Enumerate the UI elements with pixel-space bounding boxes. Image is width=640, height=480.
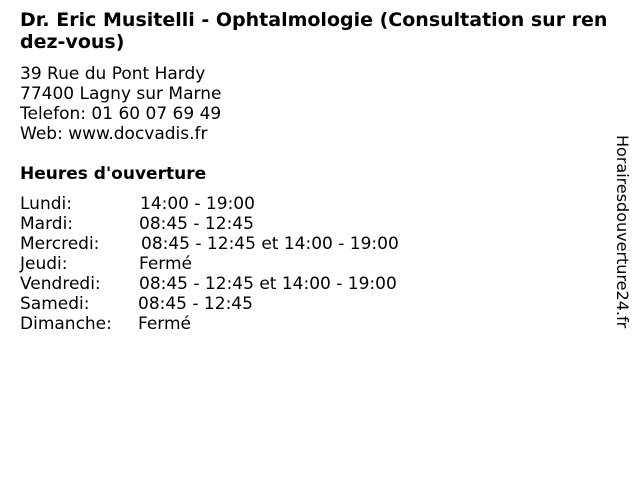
hours-heading: Heures d'ouverture <box>20 164 207 184</box>
time-value: 08:45 - 12:45 <box>138 294 253 314</box>
address-block <box>20 64 221 144</box>
day-label: Mercredi: <box>20 234 100 254</box>
street-address: 39 Rue du Pont Hardy <box>20 64 206 84</box>
day-label: Vendredi: <box>20 274 101 294</box>
day-label: Mardi: <box>20 214 74 234</box>
day-label: Dimanche: <box>20 314 112 334</box>
website-text: Web: www.docvadis.fr <box>20 124 208 144</box>
time-value: 08:45 - 12:45 et 14:00 - 19:00 <box>139 274 397 294</box>
time-value: 14:00 - 19:00 <box>140 194 255 214</box>
day-label: Jeudi: <box>20 254 68 274</box>
page-title: Dr. Eric Musitelli - Ophtalmologie (Consultation sur rendez-vous) <box>20 9 608 53</box>
day-label: Lundi: <box>20 194 72 214</box>
phone-number: Telefon: 01 60 07 69 49 <box>20 104 222 124</box>
city-address: 77400 Lagny sur Marne <box>20 84 222 104</box>
time-value: 08:45 - 12:45 et 14:00 - 19:00 <box>141 234 399 254</box>
side-credit-text: Horairesdouverture24.fr <box>613 135 632 329</box>
time-value: Fermé <box>139 254 193 274</box>
time-value: Fermé <box>138 314 192 334</box>
time-value: 08:45 - 12:45 <box>139 214 254 234</box>
day-label: Samedi: <box>20 294 90 314</box>
